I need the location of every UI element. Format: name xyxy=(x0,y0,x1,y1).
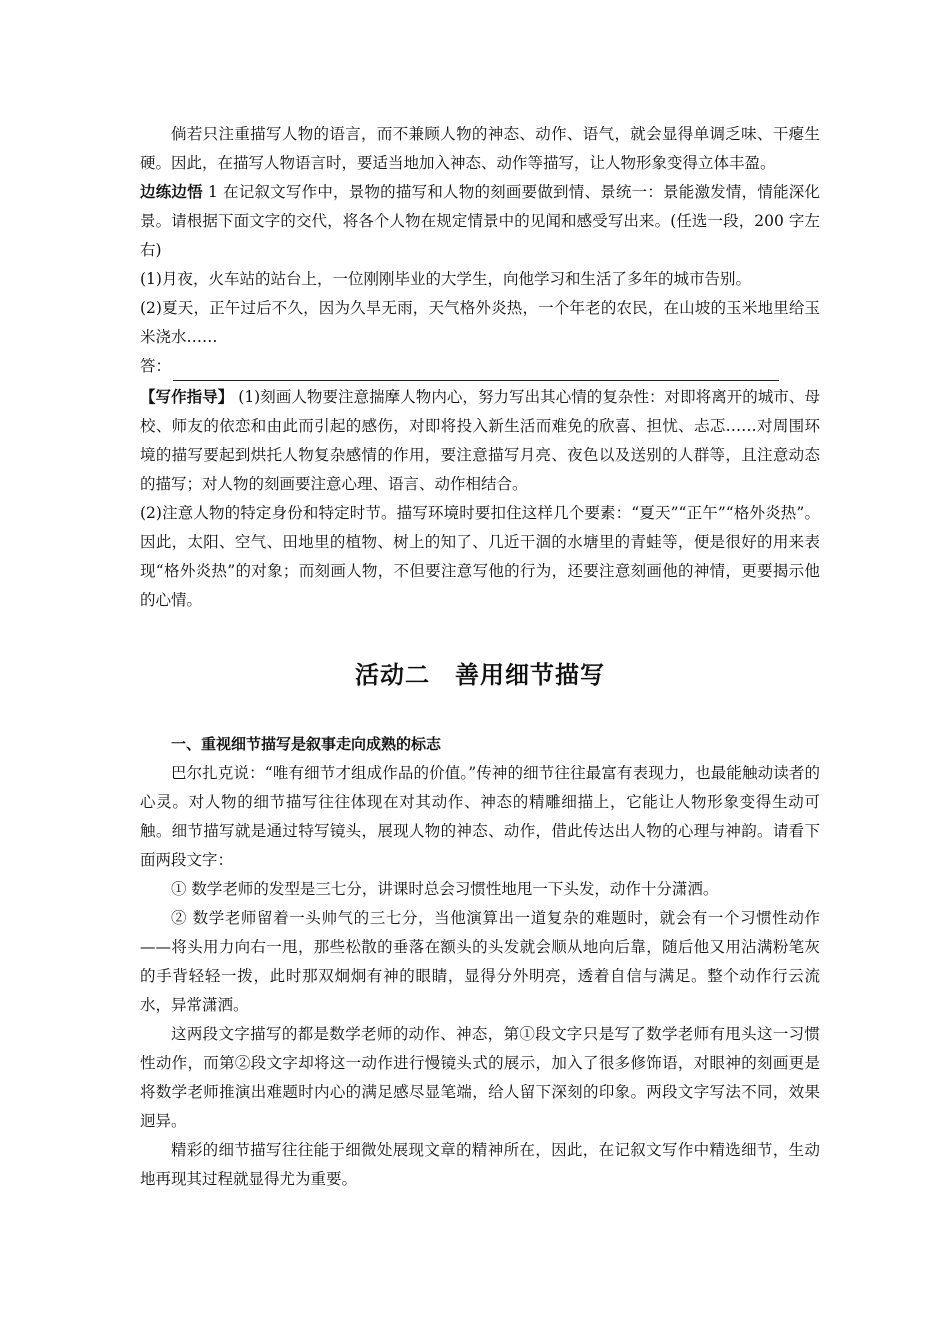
exercise-paragraph xyxy=(140,178,820,265)
section-title: 活动二 善用细节描写 xyxy=(355,661,605,689)
answer-blank[interactable] xyxy=(173,360,779,381)
intro-paragraph: 倘若只注重描写人物的语言，而不兼顾人物的神态、动作、语气，就会显得单调乏味、干瘪生硬。因此，在描写人物语言时，要适当地加入神态、动作等描写，让人物形象变得立体丰盈。 xyxy=(140,125,820,172)
example-1: ① 数学老师的发型是三七分，讲课时总会习惯性地甩一下头发，动作十分潇洒。 xyxy=(171,880,719,898)
guide-text-1: (1)刻画人物要注意揣摩人物内心，努力写出其心情的复杂性：对即将离开的城市、母校、师友的依恋和由此而引起的感伤，对即将投入新生活而难免的欣喜、担忧、忐忑……对周围环境的描写要起到烘托人物复杂感情的作用，要注意描写月亮、夜色以及送别的人群等，且注意动态的描写；对人物的刻画要注意心理、语言、动作相结合。 xyxy=(140,388,820,493)
document-page xyxy=(140,120,820,1194)
answer-label: 答： xyxy=(140,357,172,375)
exercise-item-1: (1)月夜，火车站的站台上，一位刚刚毕业的大学生，向他学习和生活了多年的城市告别。 xyxy=(140,270,751,288)
guide-label: 【写作指导】 xyxy=(140,388,234,406)
exercise-label: 边练边悟 xyxy=(140,183,203,201)
body-paragraph-3: 精彩的细节描写往往能于细微处展现文章的精神所在，因此，在记叙文写作中精选细节，生动地再现其过程就显得尤为重要。 xyxy=(140,1141,820,1188)
body-paragraph-1: 巴尔扎克说：“唯有细节才组成作品的价值。”传神的细节往往最富有表现力，也最能触动读者的心灵。对人物的细节描写往往体现在对其动作、神态的精雕细描上，它能让人物形象变得生动可触。细节描写就是通过特写镜头，展现人物的神态、动作，借此传达出人物的心理与神韵。请看下面两段文字： xyxy=(140,764,820,869)
body-paragraph-2: 这两段文字描写的都是数学老师的动作、神态，第①段文字只是写了数学老师有甩头这一习惯性动作，而第②段文字却将这一动作进行慢镜头式的展示，加入了很多修饰语，对眼神的刻画更是将数学老师推演出难题时内心的满足感尽显笔端，给人留下深刻的印象。两段文字写法不同，效果迥异。 xyxy=(140,1025,820,1130)
subsection-title: 一、重视细节描写是叙事走向成熟的标志 xyxy=(171,735,442,753)
guide-paragraph-1 xyxy=(140,383,820,499)
answer-line xyxy=(140,352,820,381)
example-2: ② 数学老师留着一头帅气的三七分，当他演算出一道复杂的难题时，就会有一个习惯性动作——将头用力向右一甩，那些松散的垂落在额头的头发就会顺从地向后靠，随后他又用沾满粉笔灰的手背轻轻一拨，此时那双炯炯有神的眼睛，显得分外明亮，透着自信与满足。整个动作行云流水，异常潇洒。 xyxy=(140,909,820,1014)
exercise-text: 1 在记叙文写作中，景物的描写和人物的刻画要做到情、景统一：景能激发情，情能深化景。请根据下面文字的交代，将各个人物在规定情景中的见闻和感受写出来。(任选一段，200 字左右) xyxy=(140,183,820,259)
exercise-item-2: (2)夏天，正午过后不久，因为久旱无雨，天气格外炎热，一个年老的农民，在山坡的玉米地里给玉米浇水…… xyxy=(140,299,820,346)
guide-paragraph-2: (2)注意人物的特定身份和特定时节。描写环境时要扣住这样几个要素：“夏天”“正午”“格外炎热”。因此，太阳、空气、田地里的植物、树上的知了、几近干涸的水塘里的青蛙等，便是很好的用来表现“格外炎热”的对象；而刻画人物，不但要注意写他的行为，还要注意刻画他的神情，更要揭示他的心情。 xyxy=(140,504,820,609)
